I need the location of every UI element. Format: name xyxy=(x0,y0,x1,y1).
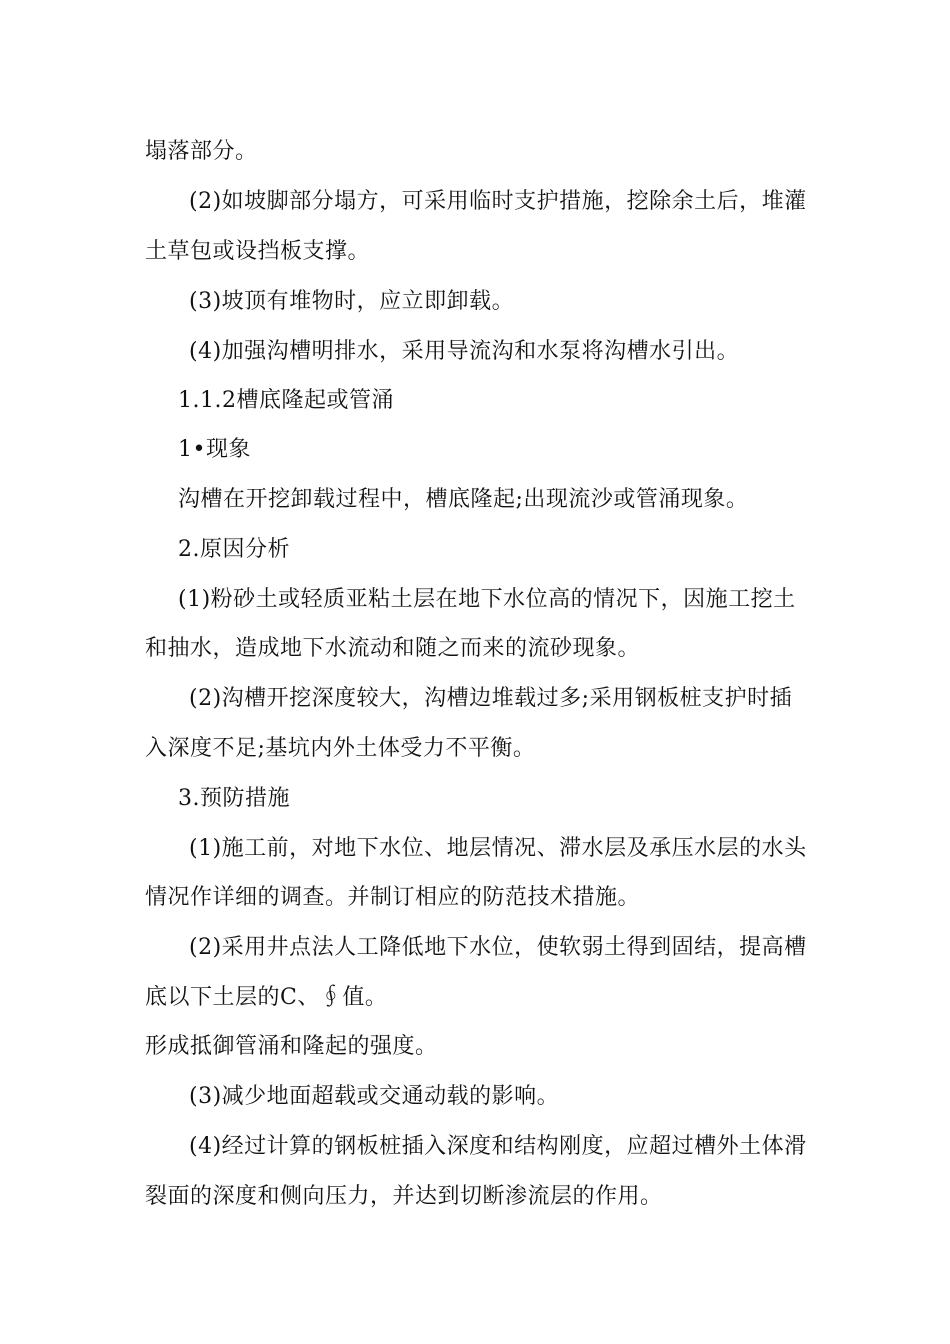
text-line: 土草包或设挡板支撑。 xyxy=(145,239,371,264)
text-line: (4)加强沟槽明排水，采用导流沟和水泵将沟槽水引出。 xyxy=(189,339,740,364)
text-line: (1)粉砂土或轻质亚粘土层在地下水位高的情况下，因施工挖土 xyxy=(178,587,796,612)
text-line: 沟槽在开挖卸载过程中，槽底隆起;出现流沙或管涌现象。 xyxy=(178,487,749,512)
text-line: 裂面的深度和侧向压力，并达到切断渗流层的作用。 xyxy=(145,1184,663,1209)
subsection-heading: 3.预防措施 xyxy=(178,786,290,811)
text-line: (4)经过计算的钢板桩插入深度和结构刚度，应超过槽外土体滑 xyxy=(189,1134,807,1159)
text-line: 情况作详细的调查。并制订相应的防范技术措施。 xyxy=(145,885,641,910)
text-line: 入深度不足;基坑内外土体受力不平衡。 xyxy=(145,736,536,761)
text-line: (3)坡顶有堆物时，应立即卸载。 xyxy=(189,289,515,314)
text-line: (2)采用井点法人工降低地下水位，使软弱土得到固结，提高槽 xyxy=(189,935,807,960)
text-line: 底以下土层的C、∮值。 xyxy=(145,985,388,1010)
text-line: (2)如坡脚部分塌方，可采用临时支护措施，挖除余土后，堆灌 xyxy=(189,189,807,214)
text-line: 和抽水，造成地下水流动和随之而来的流砂现象。 xyxy=(145,636,641,661)
subsection-heading: 1•现象 xyxy=(178,437,251,462)
text-line: (2)沟槽开挖深度较大，沟槽边堆载过多;采用钢板桩支护时插 xyxy=(189,686,793,711)
subsection-heading: 2.原因分析 xyxy=(178,537,290,562)
text-line: 塌落部分。 xyxy=(145,139,258,164)
section-heading: 1.1.2槽底隆起或管涌 xyxy=(178,388,394,413)
text-line: (1)施工前，对地下水位、地层情况、滞水层及承压水层的水头 xyxy=(189,836,807,861)
text-line: (3)减少地面超载或交通动载的影响。 xyxy=(189,1084,560,1109)
text-line: 形成抵御管涌和隆起的强度。 xyxy=(145,1034,438,1059)
